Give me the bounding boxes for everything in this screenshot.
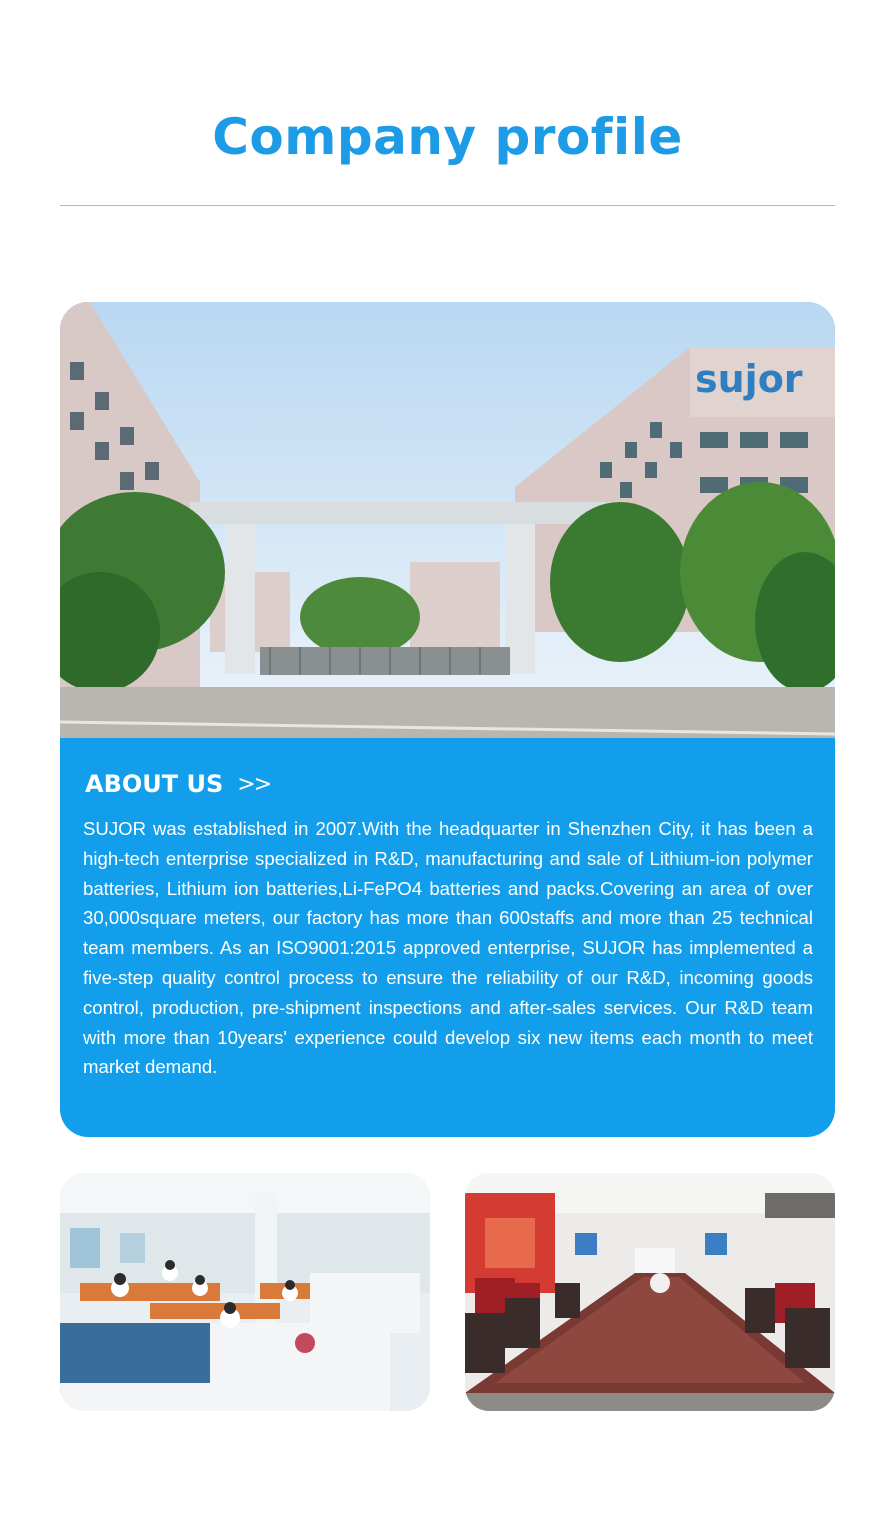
factory-gate-photo: [60, 302, 835, 738]
double-chevron-right-icon: >>: [237, 771, 271, 797]
page-title: Company profile: [212, 108, 683, 166]
about-body-text: SUJOR was established in 2007.With the headquarter in Shenzhen City, it has been a high-tech enterprise specialized in R&D, manufacturing and sale of Lithium-ion polymer batteries, Lithium ion batteries,Li-FePO4 batteries and packs.Covering an area of over 30,000square meters, our factory has more than 600staffs and more than 25 technical team members. As an ISO9001:2015 approved enterprise, SUJOR has implemented a five-step quality control process to ensure the reliability of our R&D, incoming goods control, production, pre-shipment inspections and after-sales services. Our R&D team with more than 10years' experience could develop six new items each month to meet market demand.: [83, 818, 813, 1078]
about-heading: [85, 770, 270, 798]
about-heading-text: ABOUT US: [85, 770, 224, 798]
building-sign: sujor: [695, 357, 803, 401]
office-photo: [60, 1173, 430, 1411]
title-divider: [60, 205, 835, 206]
about-card: [60, 302, 835, 1137]
meeting-room-photo: [465, 1173, 835, 1411]
